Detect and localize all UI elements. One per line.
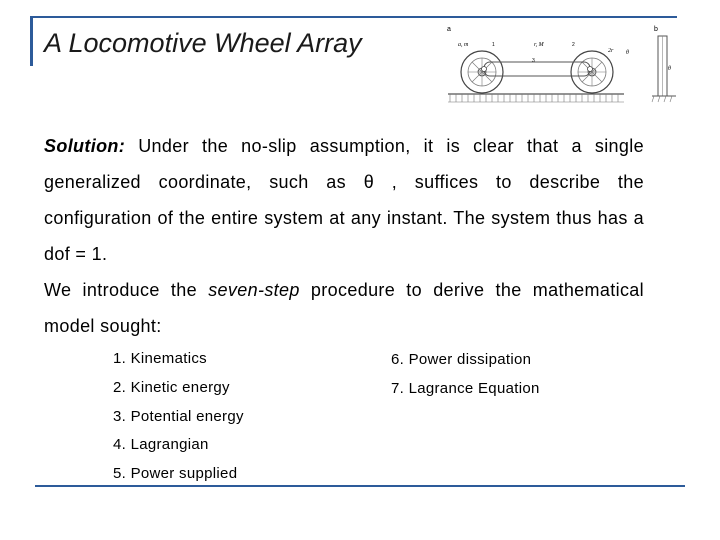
intro-after: procedure to derive the mathematical model sought:	[44, 280, 644, 336]
ground-hatching	[448, 94, 624, 102]
label-1: 1	[492, 42, 495, 48]
panel-a-label: a	[447, 26, 451, 33]
step-item: 7. Lagrance Equation	[391, 380, 540, 397]
solution-label: Solution:	[44, 136, 126, 156]
left-wheel	[461, 51, 503, 93]
solution-text-2: , suffices to describe the configuration of the entire system at any instant. The system thus has a dof = 1.	[44, 172, 644, 264]
rod-pin-left	[482, 67, 487, 72]
step-item: 3. Potential energy	[113, 408, 244, 425]
intro-before: We introduce the	[44, 280, 209, 300]
bottom-rule	[35, 485, 685, 487]
step-item: 1. Kinematics	[113, 350, 207, 367]
coupling-rod	[484, 62, 590, 76]
step-item: 5. Power supplied	[113, 465, 238, 482]
solution-text-1: Under the no-slip assumption, it is clear that a single generalized coordinate, such as	[44, 136, 644, 192]
title-rule-right	[437, 16, 677, 18]
solution-paragraph	[44, 128, 644, 272]
step-item: 4. Lagrangian	[113, 436, 209, 453]
label-theta-a: θ	[626, 50, 629, 56]
slide-title: A Locomotive Wheel Array	[44, 28, 362, 58]
step-item: 2. Kinetic energy	[113, 379, 230, 396]
theta-symbol: θ	[363, 172, 375, 192]
label-theta-b: θ	[668, 66, 671, 72]
intro-paragraph	[44, 272, 644, 344]
side-view	[652, 36, 676, 102]
right-wheel	[571, 51, 613, 93]
title-rule-top	[30, 16, 440, 18]
intro-emphasis: seven-step	[208, 280, 300, 300]
label-2r: 2r	[608, 48, 614, 54]
locomotive-wheel-figure	[444, 22, 680, 110]
label-r-M: r, M	[534, 42, 544, 48]
label-a-m: a, m	[458, 42, 469, 48]
label-3: 3	[532, 58, 535, 64]
label-2: 2	[572, 42, 575, 48]
step-item: 6. Power dissipation	[391, 351, 532, 368]
rod-pin-right	[588, 67, 593, 72]
title-rule-left	[30, 16, 33, 66]
panel-b-label: b	[654, 26, 658, 33]
